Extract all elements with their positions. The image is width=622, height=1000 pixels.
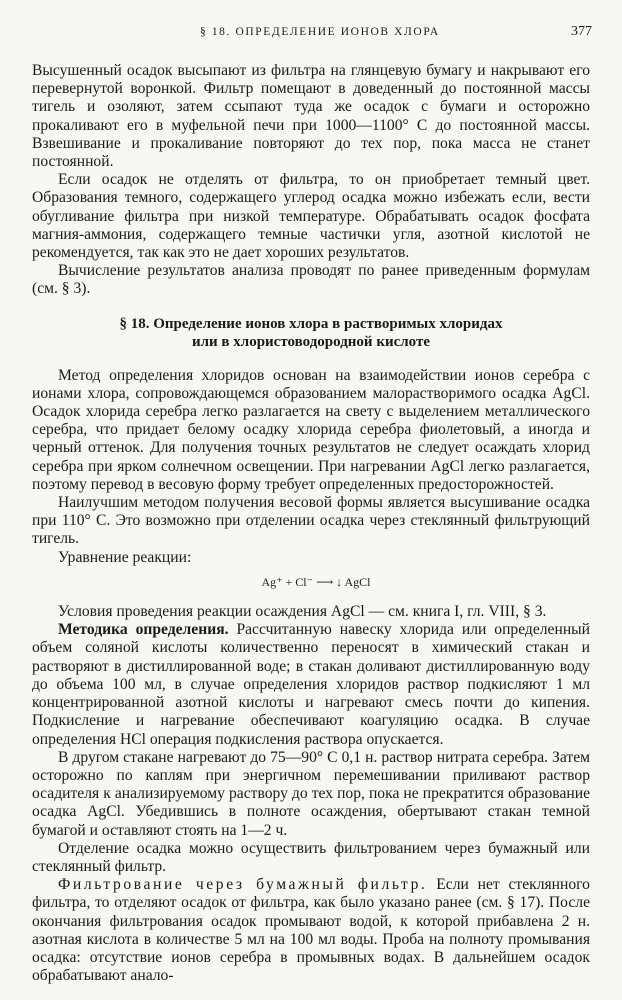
- paragraph: Отделение осадка можно осуществить фильтрованием через бумажный или стеклянный фильтр.: [32, 839, 590, 875]
- section-heading-line: или в хлористоводородной кислоте: [191, 333, 431, 350]
- paragraph: Метод определения хлоридов основан на взаимодействии ионов серебра с ионами хлора, сопровождающемся образованием малорастворимого осадка AgCl. Осадок хлорида серебра легко разлагается на свету с выделением металлического серебра, что придает белому осадку хлорида серебра фиолетовый, а иногда и черный оттенок. Для получения точных результатов не следует осаждать хлорид серебра при ярком солнечном освещении. При нагревании AgCl легко разлагается, поэтому перевод в весовую форму требует определенных предосторожностей.: [32, 366, 590, 493]
- page-number: 377: [571, 24, 592, 39]
- method-heading: Методика определения.: [58, 621, 229, 639]
- paragraph: Высушенный осадок высыпают из фильтра на глянцевую бумагу и накрывают его перевернутой воронкой. Фильтр помещают в доведенный до постоянной массы тигель и озоляют, затем ссыпают туда же осадок с бумаги и осторожно прокаливают его в муфельной печи при 1000—1100° С до постоянной массы. Взвешивание и прокаливание повторяют до тех пор, пока масса не станет постоянной.: [32, 62, 590, 171]
- header-section-title: § 18. ОПРЕДЕЛЕНИЕ ИОНОВ ХЛОРА: [200, 26, 440, 38]
- paragraph-text: Если нет стеклянного фильтра, то отделяют осадок от фильтра, как было указано ранее (см. § 17). После окончания фильтрования осадок промывают водой, к которой прибавлена 2 н. азотная кислота в количестве 5 мл на 100 мл воды. Проба на полноту промывания осадка: отсутствие ионов серебра в промывных водах. В дальнейшем осадок обрабатывают анало-: [32, 876, 590, 985]
- paragraph: Условия проведения реакции осаждения AgCl — см. книга I, гл. VIII, § 3.: [58, 603, 547, 621]
- paragraph: Если осадок не отделять от фильтра, то он приобретает темный цвет. Образования темного, содержащего углерод осадка можно избежать если, вести обугливание фильтра при низкой температуре. Обрабатывать осадок фосфата магния-аммония, содержащего темные частички угля, азотной кислотой не рекомендуется, так как это не дает хороших результатов.: [32, 171, 590, 262]
- section-heading-line: § 18. Определение ионов хлора в растворимых хлоридах: [119, 315, 503, 332]
- section-heading: [32, 315, 590, 351]
- page-body: [32, 62, 590, 985]
- paragraph: В другом стакане нагревают до 75—90° С 0,1 н. раствор нитрата серебра. Затем осторожно по каплям при энергичном перемешивании приливают раствор осадителя к анализируемому раствору до тех пор, пока не прекратится образование осадка AgCl. Убедившись в полноте осаждения, обертывают стакан темной бумагой и оставляют стоять на 1—2 ч.: [32, 748, 590, 839]
- paragraph-text: Рассчитанную навеску хлорида или определенный объем соляной кислоты количественно переносят в химический стакан и растворяют в дистиллированной воде; в стакан доливают дистиллированную воду до объема 100 мл, в случае определения хлоридов раствор подкисляют 1 мл концентрированной азотной кислоты и нагревают смесь почти до кипения. Подкисление и нагревание обеспечивают коагуляцию осадка. В случае определения HCl операция подкисления раствора опускается.: [32, 621, 590, 748]
- paragraph: [32, 621, 590, 748]
- paragraph: Уравнение реакции:: [58, 548, 192, 566]
- paragraph: Наилучшим методом получения весовой формы является высушивание осадка при 110° С. Это возможно при отделении осадка через стеклянный фильтрующий тигель.: [32, 494, 590, 548]
- running-header: [0, 24, 622, 48]
- paragraph: [32, 876, 590, 985]
- filtration-heading: Фильтрование через бумажный фильтр.: [58, 876, 428, 894]
- reaction-equation: Ag⁺ + Cl⁻ ⟶ ↓ AgCl: [261, 574, 371, 589]
- paragraph: Вычисление результатов анализа проводят по ранее приведенным формулам (см. § 3).: [32, 262, 590, 298]
